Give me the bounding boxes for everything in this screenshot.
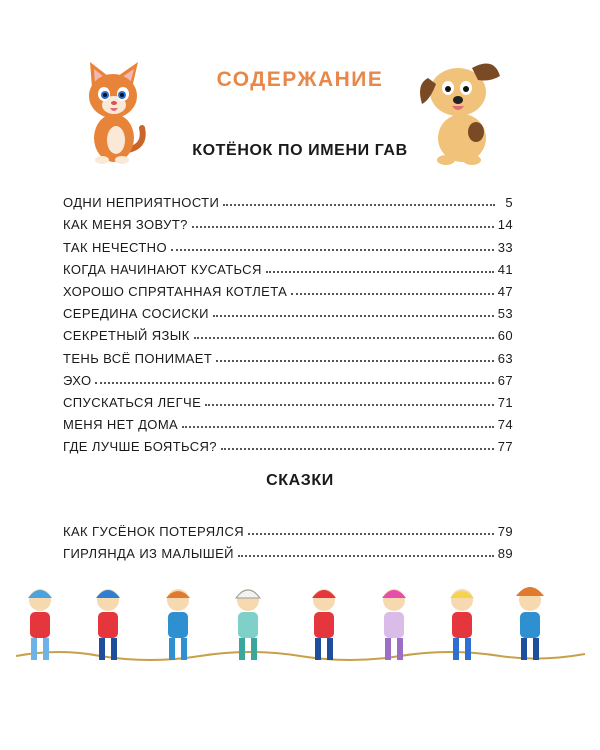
toc-entry-title: ТАК НЕЧЕСТНО bbox=[63, 239, 167, 255]
toc-entry-page: 33 bbox=[497, 239, 513, 255]
toc-entry-page: 67 bbox=[497, 372, 513, 388]
section-title-kitten: КОТЁНОК ПО ИМЕНИ ГАВ bbox=[192, 142, 408, 159]
toc-entry bbox=[63, 188, 513, 210]
toc-entry-title: СЕРЕДИНА СОСИСКИ bbox=[63, 306, 209, 322]
toc-entry-page: 71 bbox=[497, 394, 513, 410]
leader-dots bbox=[171, 249, 494, 251]
leader-dots bbox=[291, 293, 494, 295]
toc-entry-page: 53 bbox=[497, 306, 513, 322]
child-figure bbox=[312, 589, 336, 660]
toc-entry bbox=[63, 255, 513, 277]
toc-entry-title: СЕКРЕТНЫЙ ЯЗЫК bbox=[63, 328, 190, 344]
leader-dots bbox=[182, 426, 494, 428]
leader-dots bbox=[221, 448, 494, 450]
toc-entry-title: ТЕНЬ ВСЁ ПОНИМАЕТ bbox=[63, 350, 213, 366]
toc-entry-page: 77 bbox=[497, 439, 513, 455]
section-title-tales: СКАЗКИ bbox=[266, 472, 334, 489]
leader-dots bbox=[192, 226, 494, 228]
leader-dots bbox=[248, 533, 494, 535]
toc-entry-page: 63 bbox=[497, 350, 513, 366]
toc-entry-title: ХОРОШО СПРЯТАННАЯ КОТЛЕТА bbox=[63, 283, 288, 299]
toc-entry bbox=[63, 432, 513, 454]
toc-entry-page: 89 bbox=[497, 546, 513, 562]
toc-entry bbox=[63, 343, 513, 365]
toc-entry-page: 74 bbox=[497, 417, 513, 433]
leader-dots bbox=[238, 555, 494, 557]
toc-entry-title: ГДЕ ЛУЧШЕ БОЯТЬСЯ? bbox=[63, 439, 217, 455]
child-figure bbox=[516, 587, 544, 660]
toc-entry bbox=[63, 210, 513, 232]
toc-entry bbox=[63, 366, 513, 388]
toc-entry bbox=[63, 299, 513, 321]
leader-dots bbox=[95, 382, 493, 384]
toc-entry-title: КАК ГУСЁНОК ПОТЕРЯЛСЯ bbox=[63, 524, 245, 540]
toc-entry bbox=[63, 388, 513, 410]
child-figure bbox=[166, 589, 190, 660]
child-figure bbox=[236, 589, 260, 660]
child-figure bbox=[96, 589, 120, 660]
toc-section-2 bbox=[63, 517, 513, 561]
toc-section-1 bbox=[63, 188, 513, 454]
walking-children-illustration bbox=[0, 572, 600, 682]
toc-entry-title: КАК МЕНЯ ЗОВУТ? bbox=[63, 217, 188, 233]
toc-entry-page: 47 bbox=[497, 283, 513, 299]
toc-entry bbox=[63, 321, 513, 343]
child-figure bbox=[450, 589, 474, 660]
toc-entry-title: ГИРЛЯНДА ИЗ МАЛЫШЕЙ bbox=[63, 546, 234, 562]
leader-dots bbox=[213, 315, 494, 317]
toc-entry bbox=[63, 539, 513, 561]
toc-entry-page: 14 bbox=[497, 217, 513, 233]
toc-entry-title: ОДНИ НЕПРИЯТНОСТИ bbox=[63, 195, 220, 211]
leader-dots bbox=[205, 404, 494, 406]
child-figure bbox=[28, 589, 52, 660]
child-figure bbox=[382, 589, 406, 660]
leader-dots bbox=[216, 360, 494, 362]
toc-entry-title: СПУСКАТЬСЯ ЛЕГЧЕ bbox=[63, 394, 202, 410]
toc-entry bbox=[63, 277, 513, 299]
toc-entry-page: 5 bbox=[505, 195, 513, 211]
toc-entry-title: ЭХО bbox=[63, 372, 92, 388]
toc-entry-title: КОГДА НАЧИНАЮТ КУСАТЬСЯ bbox=[63, 261, 262, 277]
leader-dots bbox=[194, 337, 494, 339]
leader-dots bbox=[223, 204, 495, 206]
toc-entry-page: 79 bbox=[497, 524, 513, 540]
leader-dots bbox=[266, 271, 494, 273]
toc-entry-title: МЕНЯ НЕТ ДОМА bbox=[63, 417, 179, 433]
toc-entry-page: 60 bbox=[497, 328, 513, 344]
toc-entry bbox=[63, 517, 513, 539]
toc-entry-page: 41 bbox=[497, 261, 513, 277]
contents-title: СОДЕРЖАНИЕ bbox=[216, 68, 384, 91]
toc-entry bbox=[63, 232, 513, 254]
toc-entry bbox=[63, 410, 513, 432]
